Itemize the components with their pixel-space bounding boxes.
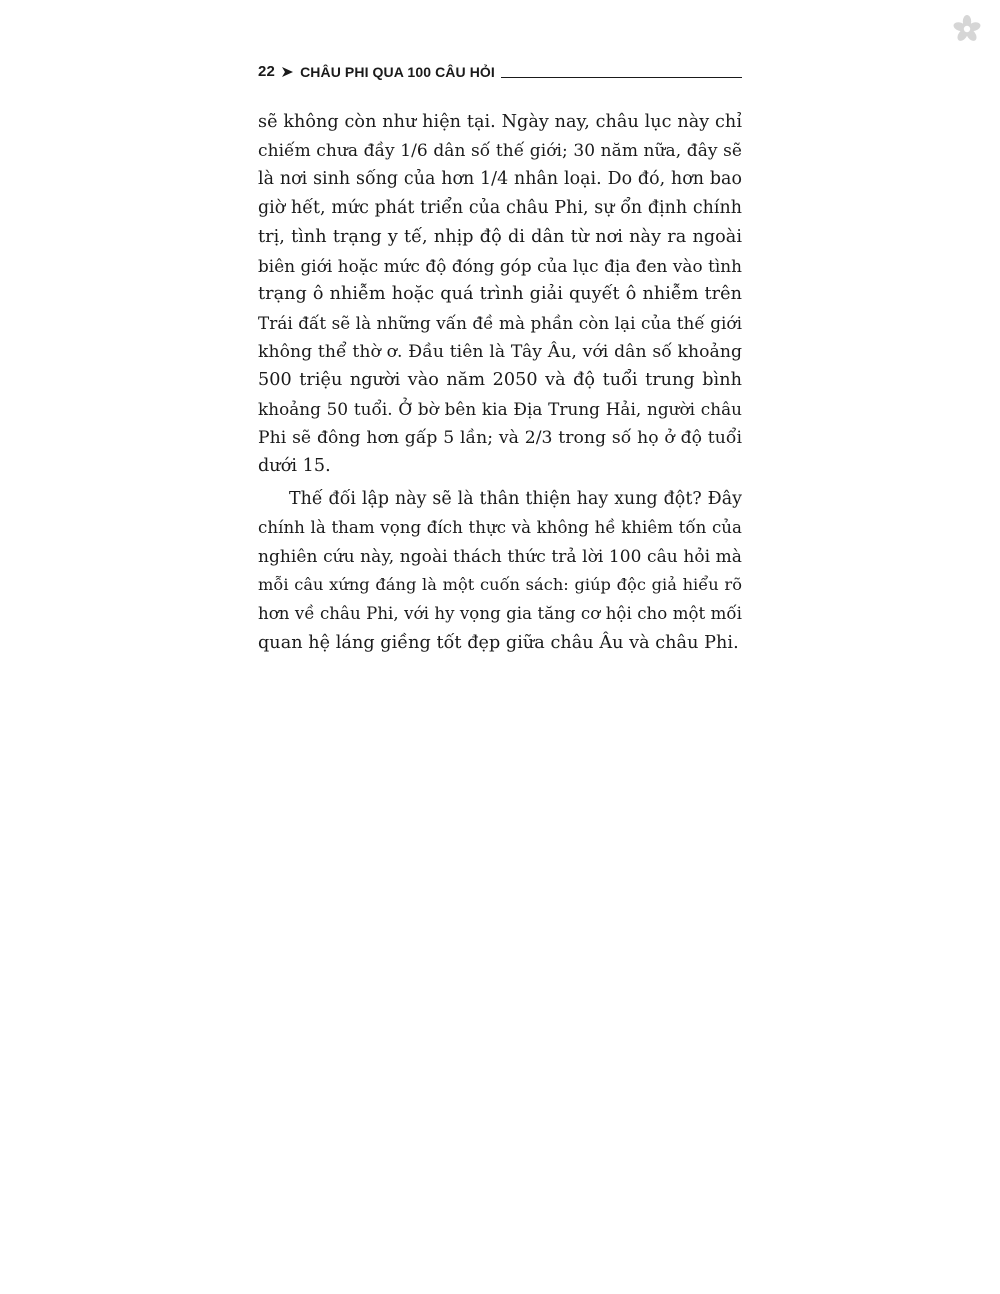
- body-text: [258, 108, 742, 657]
- text-line: là nơi sinh sống của hơn 1/4 nhân loại. Do đó, hơn bao: [258, 169, 742, 190]
- text-line: chính là tham vọng đích thực và không hề khiêm tốn của: [258, 517, 742, 537]
- text-line: trạng ô nhiễm hoặc quá trình giải quyết ô nhiễm trên: [258, 284, 742, 305]
- text-line: dưới 15.: [258, 456, 331, 477]
- text-line: Thế đối lập này sẽ là thân thiện hay xung đột? Đây: [289, 489, 742, 510]
- text-line: chiếm chưa đầy 1/6 dân số thế giới; 30 năm nữa, đây sẽ: [258, 140, 742, 161]
- page-number: 22: [258, 63, 276, 80]
- header-rule: [501, 77, 742, 78]
- flower-icon: [952, 14, 982, 44]
- text-line: giờ hết, mức phát triển của châu Phi, sự ổn định chính: [258, 198, 742, 219]
- text-line: không thể thờ ơ. Đầu tiên là Tây Âu, với dân số khoảng: [258, 341, 742, 362]
- arrowhead-icon: [281, 66, 294, 78]
- text-line: trị, tình trạng y tế, nhịp độ di dân từ nơi này ra ngoài: [258, 226, 742, 247]
- text-line: khoảng 50 tuổi. Ở bờ bên kia Địa Trung Hải, người châu: [258, 399, 742, 420]
- paragraph: [258, 108, 742, 481]
- paragraph: [258, 485, 742, 657]
- text-line: nghiên cứu này, ngoài thách thức trả lời 100 câu hỏi mà: [258, 546, 742, 567]
- running-header: [258, 59, 742, 81]
- text-line: hơn về châu Phi, với hy vọng gia tăng cơ hội cho một mối: [258, 603, 742, 623]
- text-line: Trái đất sẽ là những vấn đề mà phần còn lại của thế giới: [258, 312, 742, 333]
- text-line: biên giới hoặc mức độ đóng góp của lục địa đen vào tình: [258, 255, 742, 276]
- text-line: 500 triệu người vào năm 2050 và độ tuổi trung bình: [258, 370, 742, 391]
- text-line: quan hệ láng giềng tốt đẹp giữa châu Âu và châu Phi.: [258, 632, 739, 653]
- text-line: mỗi câu xứng đáng là một cuốn sách: giúp độc giả hiểu rõ: [258, 575, 742, 595]
- text-line: Phi sẽ đông hơn gấp 5 lần; và 2/3 trong số họ ở độ tuổi: [258, 427, 742, 448]
- text-line: sẽ không còn như hiện tại. Ngày nay, châu lục này chỉ: [258, 112, 742, 132]
- book-title: CHÂU PHI QUA 100 CÂU HỎI: [300, 64, 495, 80]
